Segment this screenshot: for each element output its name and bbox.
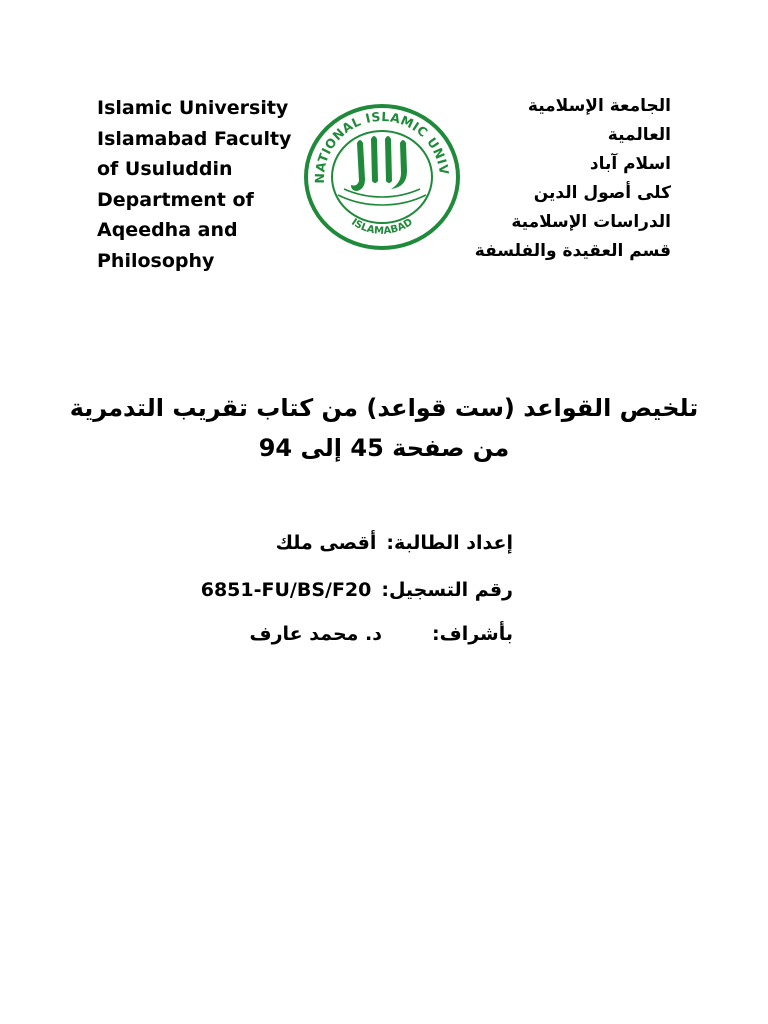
arabic-header <box>431 92 671 266</box>
logo-top-text: NATIONAL ISLAMIC UNIV <box>311 108 452 184</box>
arabic-header-line: قسم العقيدة والفلسفة <box>474 241 671 261</box>
student-row <box>276 532 513 554</box>
arabic-header-line: الجامعة الإسلامية <box>527 96 671 116</box>
arabic-header-line: كلى أصول الدين <box>533 183 671 203</box>
english-header-line: of Usuluddin <box>97 158 233 181</box>
document-title-line-2: من صفحة 45 إلى 94 <box>258 434 510 462</box>
english-header-line: Department of <box>97 188 254 211</box>
svg-text:ISLAMABAD <box>349 217 415 237</box>
arabic-header-line: اسلام آباد <box>589 154 671 174</box>
supervisor-name: د. محمد عارف <box>249 623 383 645</box>
student-name: أقصى ملك <box>275 532 377 554</box>
registration-number: 6851-FU/BS/F20 <box>200 579 372 601</box>
english-header-line: Islamic University <box>97 97 289 119</box>
english-header <box>97 93 297 277</box>
registration-row <box>201 579 513 601</box>
english-header-line: Aqeedha and <box>97 219 238 242</box>
arabic-header-line: العالمية <box>607 125 671 145</box>
english-header-line: Philosophy <box>97 249 215 272</box>
arabic-header-line: الدراسات الإسلامية <box>511 212 671 232</box>
supervisor-row <box>250 623 513 645</box>
english-header-line: Islamabad Faculty <box>97 127 292 150</box>
document-title-line-1: تلخيص القواعد (ست قواعد) من كتاب تقريب التدمرية <box>69 394 699 422</box>
supervisor-label: بأشراف: <box>432 623 513 645</box>
registration-label: رقم التسجيل: <box>381 579 513 601</box>
logo-bottom-text: ISLAMABAD <box>349 216 415 237</box>
student-label: إعداد الطالبة: <box>386 532 513 554</box>
